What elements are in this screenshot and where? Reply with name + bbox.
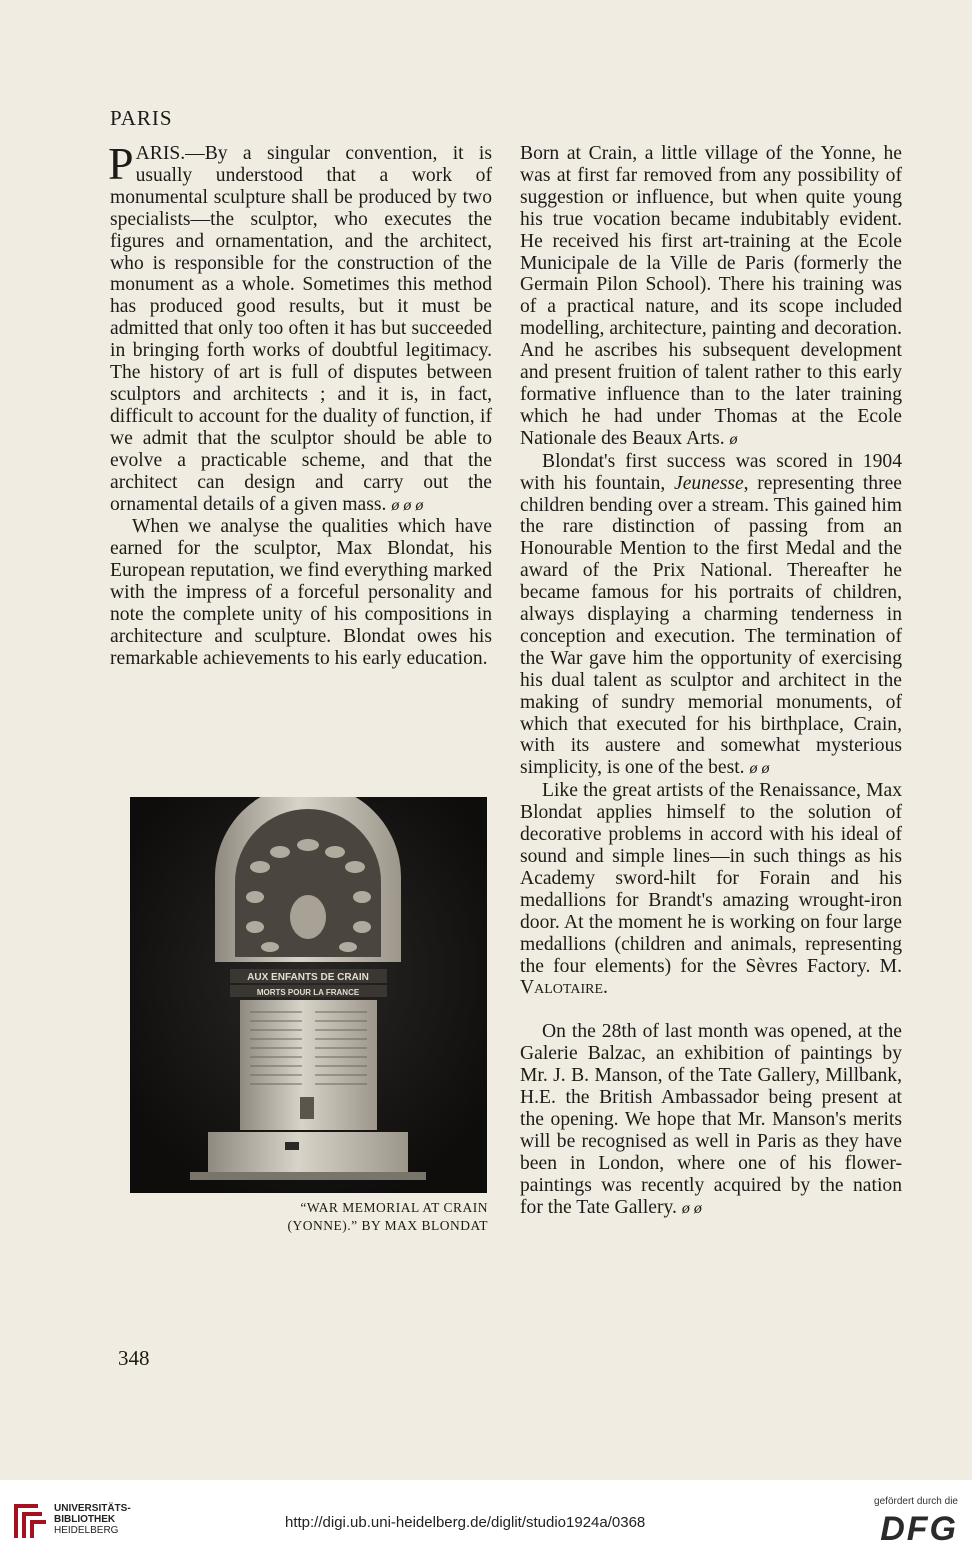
paragraph — [520, 451, 902, 781]
paragraph-text: On the 28th of last month was opened, at the Galerie Balzac, an exhibition of paintings by Mr. J. B. Manson, of the Tate Gallery, Millbank, H.E. the British Ambassador being present at the opening. We hope that Mr. Manson's merits will be recognised as well in Paris as they have been in London, where one of his flower-paintings was recently acquired by the nation for the Tate Gallery. — [520, 1021, 902, 1218]
decorative-leaf-marks: ø ø ø — [391, 496, 424, 514]
paragraph-text: Blondat's first success was scored in 1904 with his fountain, — [520, 450, 902, 494]
artwork-title: Jeunesse — [674, 472, 744, 494]
paragraph-gap — [520, 999, 902, 1021]
library-logo-icon — [8, 1494, 48, 1544]
decorative-leaf-marks: ø — [729, 430, 738, 448]
paragraph — [108, 138, 492, 516]
paragraph — [520, 1021, 902, 1219]
figure-caption — [260, 1199, 488, 1235]
paragraph-text: Like the great artists of the Renaissance, Max Blondat applies himself to the solution of decorative problems in accord with his ideal of sound and simple lines—in such things as his Academy sword-hilt for Forain and his medallions for Brandt's amazing wrought-iron door. At the moment he is working on four large medallions (children and animals, representing the four elements) for the Sèvres Factory. — [520, 780, 902, 977]
drop-cap: P — [108, 138, 134, 189]
source-url-link[interactable]: http://digi.ub.uni-heidelberg.de/diglit/studio1924a/0368 — [285, 1514, 646, 1531]
left-column — [108, 138, 492, 670]
decorative-leaf-marks: ø ø — [749, 760, 770, 778]
caption-line: (YONNE).” BY MAX BLONDAT — [287, 1218, 488, 1233]
author-signature: M. Valotaire. — [520, 955, 902, 999]
paragraph — [520, 780, 902, 999]
caption-line: “WAR MEMORIAL AT CRAIN — [300, 1200, 488, 1215]
dfg-logo: DFG — [880, 1510, 958, 1548]
funded-by-label: gefördert durch die — [874, 1496, 958, 1507]
digitization-footer — [0, 1480, 972, 1555]
library-name-line: HEIDELBERG — [54, 1525, 119, 1536]
right-column — [520, 143, 902, 1220]
decorative-leaf-marks: ø ø — [681, 1199, 702, 1217]
paragraph-text: Born at Crain, a little village of the Yonne, he was at first far removed from any possibility of suggestion or influence, but when quite young his true vocation became indubitably evident. He received his first art-training at the Ecole Municipale de la Ville de Paris (formerly the Germain Pilon School). There his training was of a practical nature, and its scope included modelling, architecture, painting and decoration. And he ascribes his subsequent development and present fruition of talent rather to this early formative influence than to the later training which he had under Thomas at the Ecole Nationale des Beaux Arts. — [520, 143, 902, 449]
inscription-top: AUX ENFANTS DE CRAIN — [247, 972, 369, 983]
inscription-bottom: MORTS POUR LA FRANCE — [256, 988, 360, 997]
running-head: PARIS — [110, 106, 173, 130]
library-name — [54, 1503, 131, 1536]
war-memorial-photo — [130, 797, 487, 1193]
paragraph-text: ARIS.—By a singular convention, it is usually understood that a work of monumental sculpture shall be produced by two specialists—the sculptor, who executes the figures and ornamentation, and the architect, who is responsible for the construction of the monument as a whole. Sometimes this method has produced good results, but it must be admitted that only too often it has but succeeded in bringing forth works of doubtful legitimacy. The history of art is full of disputes between sculptors and architects ; and it is, in fact, difficult to account for the duality of function, if we admit that the sculptor should be able to evolve a practicable scheme, and that the architect can design and carry out the ornamental details of a given mass. — [110, 143, 492, 515]
memorial-illustration — [130, 797, 487, 1193]
paragraph — [520, 143, 902, 451]
library-name-line: UNIVERSITÄTS- — [54, 1503, 131, 1514]
paragraph: When we analyse the qualities which have earned for the sculptor, Max Blondat, his European reputation, we find everything marked with the impress of a forceful personality and note the complete unity of his compositions in architecture and sculpture. Blondat owes his remarkable achievements to his early education. — [110, 516, 492, 669]
page-number: 348 — [118, 1346, 150, 1370]
library-name-line: BIBLIOTHEK — [54, 1514, 116, 1525]
paragraph-text: , representing three children bending over a stream. This gained him the rare distinction of passing from an Honourable Mention to the first Medal and the award of the Prix National. Thereafter he became famous for his portraits of children, always displaying a charming tenderness in conception and execution. The termination of the War gave him the opportunity of exercising his dual talent as sculptor and architect in the making of sundry memorial monuments, of which that executed for his birthplace, Crain, with its austere and somewhat mysterious simplicity, is one of the best. — [520, 472, 902, 779]
